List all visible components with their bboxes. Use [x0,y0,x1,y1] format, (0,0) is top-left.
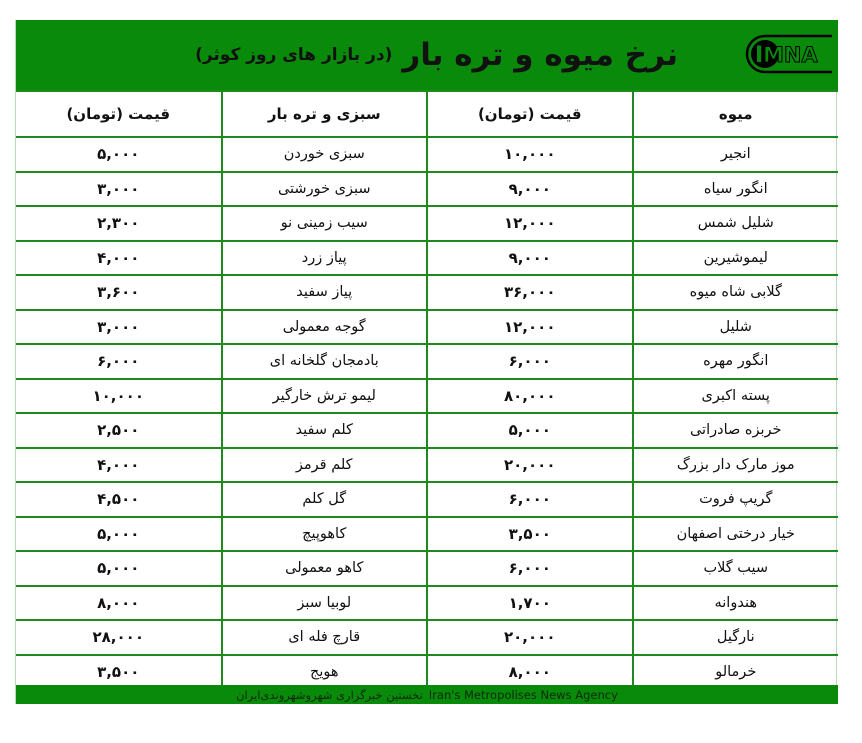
table-row [16,206,838,241]
fruit-price: ۹,۰۰۰ [427,172,633,207]
fruit-price: ۱,۷۰۰ [427,586,633,621]
column-header-vegetable-price: قیمت (تومان) [16,91,222,137]
fruit-name: خرمالو [633,655,839,690]
table-row [16,448,838,483]
vegetable-price: ۱۰,۰۰۰ [16,379,222,414]
table-row [16,655,838,690]
table-row [16,620,838,655]
table-row [16,344,838,379]
vegetable-price: ۴,۰۰۰ [16,448,222,483]
title-block [195,30,678,80]
vegetable-name: کلم قرمز [222,448,428,483]
fruit-price: ۳,۵۰۰ [427,517,633,552]
fruit-price: ۹,۰۰۰ [427,241,633,276]
vegetable-name: کاهوپیچ [222,517,428,552]
table-row [16,172,838,207]
page-title: نرخ میوه و تره بار [402,37,678,73]
fruit-price: ۸,۰۰۰ [427,655,633,690]
fruit-name: لیموشیرین [633,241,839,276]
fruit-name: شلیل [633,310,839,345]
vegetable-name: بادمجان گلخانه ای [222,344,428,379]
vegetable-name: گوجه معمولی [222,310,428,345]
fruit-price: ۱۲,۰۰۰ [427,310,633,345]
vegetable-price: ۸,۰۰۰ [16,586,222,621]
vegetable-price: ۶,۰۰۰ [16,344,222,379]
fruit-price: ۳۶,۰۰۰ [427,275,633,310]
vegetable-name: پیاز زرد [222,241,428,276]
fruit-name: انگور مهره [633,344,839,379]
vegetable-price: ۵,۰۰۰ [16,137,222,172]
vegetable-name: گل کلم [222,482,428,517]
vegetable-name: لیمو ترش خارگیر [222,379,428,414]
fruit-price: ۸۰,۰۰۰ [427,379,633,414]
fruit-name: نارگیل [633,620,839,655]
imna-logo-icon [744,33,832,75]
table-row [16,586,838,621]
fruit-price: ۲۰,۰۰۰ [427,620,633,655]
vegetable-price: ۵,۰۰۰ [16,551,222,586]
fruit-name: انجیر [633,137,839,172]
price-table-card [15,20,837,704]
vegetable-price: ۴,۰۰۰ [16,241,222,276]
table-row [16,275,838,310]
table-row [16,379,838,414]
fruit-name: خربزه صادراتی [633,413,839,448]
vegetable-name: قارچ فله ای [222,620,428,655]
vegetable-price: ۲,۳۰۰ [16,206,222,241]
table-row [16,517,838,552]
footer-bar [16,685,838,704]
vegetable-name: لوبیا سبز [222,586,428,621]
fruit-name: موز مارک دار بزرگ [633,448,839,483]
vegetable-price: ۴,۵۰۰ [16,482,222,517]
fruit-price: ۵,۰۰۰ [427,413,633,448]
fruit-name: پسته اکبری [633,379,839,414]
vegetable-name: هویج [222,655,428,690]
fruit-name: سیب گلاب [633,551,839,586]
vegetable-price: ۲,۵۰۰ [16,413,222,448]
vegetable-name: سیب زمینی نو [222,206,428,241]
svg-text:I: I [755,43,764,68]
fruit-name: هندوانه [633,586,839,621]
fruit-name: گلابی شاه میوه [633,275,839,310]
table-row [16,137,838,172]
fruit-price: ۲۰,۰۰۰ [427,448,633,483]
vegetable-name: سبزی خورشتی [222,172,428,207]
vegetable-price: ۵,۰۰۰ [16,517,222,552]
column-header-fruit: میوه [633,91,839,137]
vegetable-name: پیاز سفید [222,275,428,310]
vegetable-price: ۳,۵۰۰ [16,655,222,690]
fruit-price: ۶,۰۰۰ [427,482,633,517]
svg-text:MNA: MNA [763,43,818,67]
table-row [16,310,838,345]
fruit-price: ۱۰,۰۰۰ [427,137,633,172]
fruit-name: گریپ فروت [633,482,839,517]
price-table [16,90,838,690]
fruit-price: ۱۲,۰۰۰ [427,206,633,241]
footer-text-fa: نخستین خبرگزاری شهروشهروندی‌ایران [236,687,423,702]
vegetable-name: سبزی خوردن [222,137,428,172]
page-subtitle: (در بازار های روز کوثر) [195,45,393,65]
vegetable-price: ۳,۰۰۰ [16,310,222,345]
column-header-fruit-price: قیمت (تومان) [427,91,633,137]
column-header-vegetable: سبزی و تره بار [222,91,428,137]
vegetable-name: کلم سفید [222,413,428,448]
footer-text-en: Iran's Metropolises News Agency [428,687,618,702]
vegetable-name: کاهو معمولی [222,551,428,586]
vegetable-price: ۲۸,۰۰۰ [16,620,222,655]
vegetable-price: ۳,۰۰۰ [16,172,222,207]
table-row [16,482,838,517]
fruit-name: شلیل شمس [633,206,839,241]
vegetable-price: ۳,۶۰۰ [16,275,222,310]
fruit-name: انگور سیاه [633,172,839,207]
fruit-price: ۶,۰۰۰ [427,551,633,586]
table-row [16,551,838,586]
table-body [16,137,838,689]
fruit-price: ۶,۰۰۰ [427,344,633,379]
table-row [16,413,838,448]
table-header-row [16,91,838,137]
table-row [16,241,838,276]
header-banner [16,20,838,90]
fruit-name: خیار درختی اصفهان [633,517,839,552]
